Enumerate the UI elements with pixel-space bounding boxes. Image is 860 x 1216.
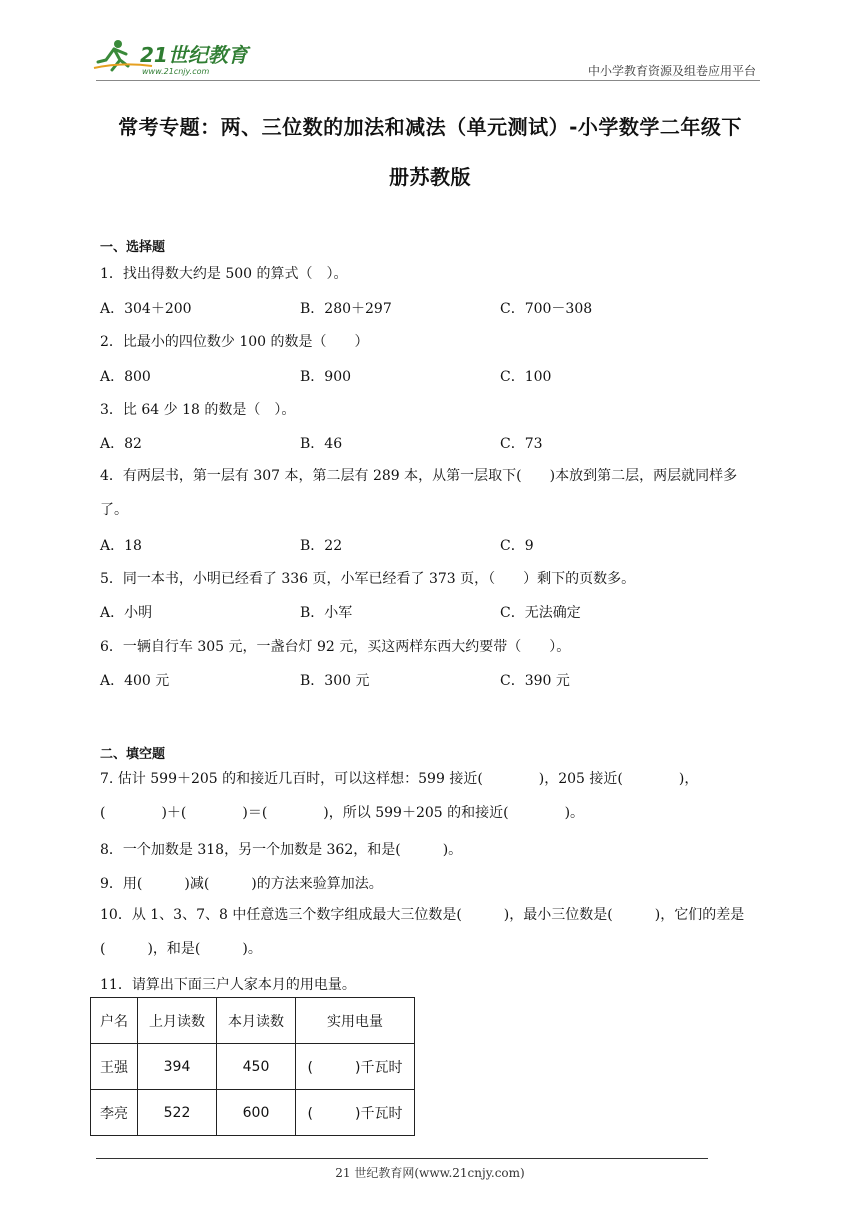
- table-cell: 394: [138, 1044, 217, 1090]
- q4-option-c: C．9: [500, 538, 534, 554]
- q1-option-b: B．280＋297: [300, 301, 392, 317]
- platform-label: 中小学教育资源及组卷应用平台: [587, 64, 756, 78]
- table-cell: ( )千瓦时: [296, 1090, 415, 1136]
- header-cell: 实用电量: [296, 998, 415, 1044]
- logo: [92, 36, 272, 80]
- question-6: 6．一辆自行车 305 元，一盏台灯 92 元，买这两样东西大约要带（ ）。: [100, 639, 571, 655]
- table-cell: 522: [138, 1090, 217, 1136]
- table-cell: 600: [217, 1090, 296, 1136]
- logo-text: 21世纪教育: [140, 43, 248, 67]
- q1-option-a: A．304＋200: [100, 301, 192, 317]
- q4-option-b: B．22: [300, 538, 343, 554]
- electricity-table: [90, 997, 415, 1136]
- q5-option-a: A．小明: [100, 605, 153, 621]
- table-cell: 李亮: [91, 1090, 138, 1136]
- question-8: 8．一个加数是 318，另一个加数是 362，和是( )。: [100, 842, 463, 858]
- section-fill: 二、填空题: [100, 747, 166, 762]
- header-cell: 本月读数: [217, 998, 296, 1044]
- section-choice: 一、选择题: [100, 240, 166, 255]
- question-2: 2．比最小的四位数少 100 的数是（ ）: [100, 334, 369, 350]
- title-line-2: 册苏教版: [389, 165, 471, 189]
- question-7: 7. 估计 599＋205 的和接近几百时，可以这样想：599 接近( )，205 接近( )，( )＋( )＝( )，所以 599＋205 的和接近( )。: [100, 771, 699, 821]
- q6-option-b: B．300 元: [300, 673, 370, 689]
- q2-option-b: B．900: [300, 369, 352, 385]
- logo-url: www.21cnjy.com: [142, 67, 210, 76]
- q3-option-c: C．73: [500, 436, 543, 452]
- q5-option-c: C．无法确定: [500, 605, 581, 621]
- header-cell: 上月读数: [138, 998, 217, 1044]
- question-9: 9．用( )减( )的方法来验算加法。: [100, 876, 383, 892]
- table-row: [91, 1090, 415, 1136]
- question-1: 1．找出得数大约是 500 的算式（ ）。: [100, 266, 348, 282]
- question-11: 11．请算出下面三户人家本月的用电量。: [100, 977, 356, 993]
- q5-option-b: B．小军: [300, 605, 353, 621]
- q3-option-a: A．82: [100, 436, 142, 452]
- table-cell: 王强: [91, 1044, 138, 1090]
- q6-option-c: C．390 元: [500, 673, 570, 689]
- question-4: 4．有两层书，第一层有 307 本，第二层有 289 本，从第一层取下( )本放到第二层，两层就同样多了。: [100, 468, 738, 518]
- question-3: 3．比 64 少 18 的数是（ ）。: [100, 402, 296, 418]
- table-cell: ( )千瓦时: [296, 1044, 415, 1090]
- footer-text: 21 世纪教育网(www.21cnjy.com): [335, 1166, 525, 1180]
- q4-option-a: A．18: [100, 538, 142, 554]
- header-cell: 户名: [91, 998, 138, 1044]
- table-header-row: [91, 998, 415, 1044]
- question-5: 5．同一本书，小明已经看了 336 页，小军已经看了 373 页，（ ）剩下的页数多。: [100, 571, 636, 587]
- table-row: [91, 1044, 415, 1090]
- q6-option-a: A．400 元: [100, 673, 170, 689]
- q2-option-c: C．100: [500, 369, 552, 385]
- footer-divider: [96, 1158, 708, 1159]
- title-line-1: 常考专题：两、三位数的加法和减法（单元测试）-小学数学二年级下: [118, 115, 742, 139]
- q3-option-b: B．46: [300, 436, 343, 452]
- q1-option-c: C．700－308: [500, 301, 593, 317]
- q2-option-a: A．800: [100, 369, 151, 385]
- table-cell: 450: [217, 1044, 296, 1090]
- question-10: 10．从 1、3、7、8 中任意选三个数字组成最大三位数是( )，最小三位数是( )，它们的差是( )，和是( )。: [100, 907, 745, 957]
- header-divider: [96, 80, 760, 81]
- page-title: [96, 102, 764, 202]
